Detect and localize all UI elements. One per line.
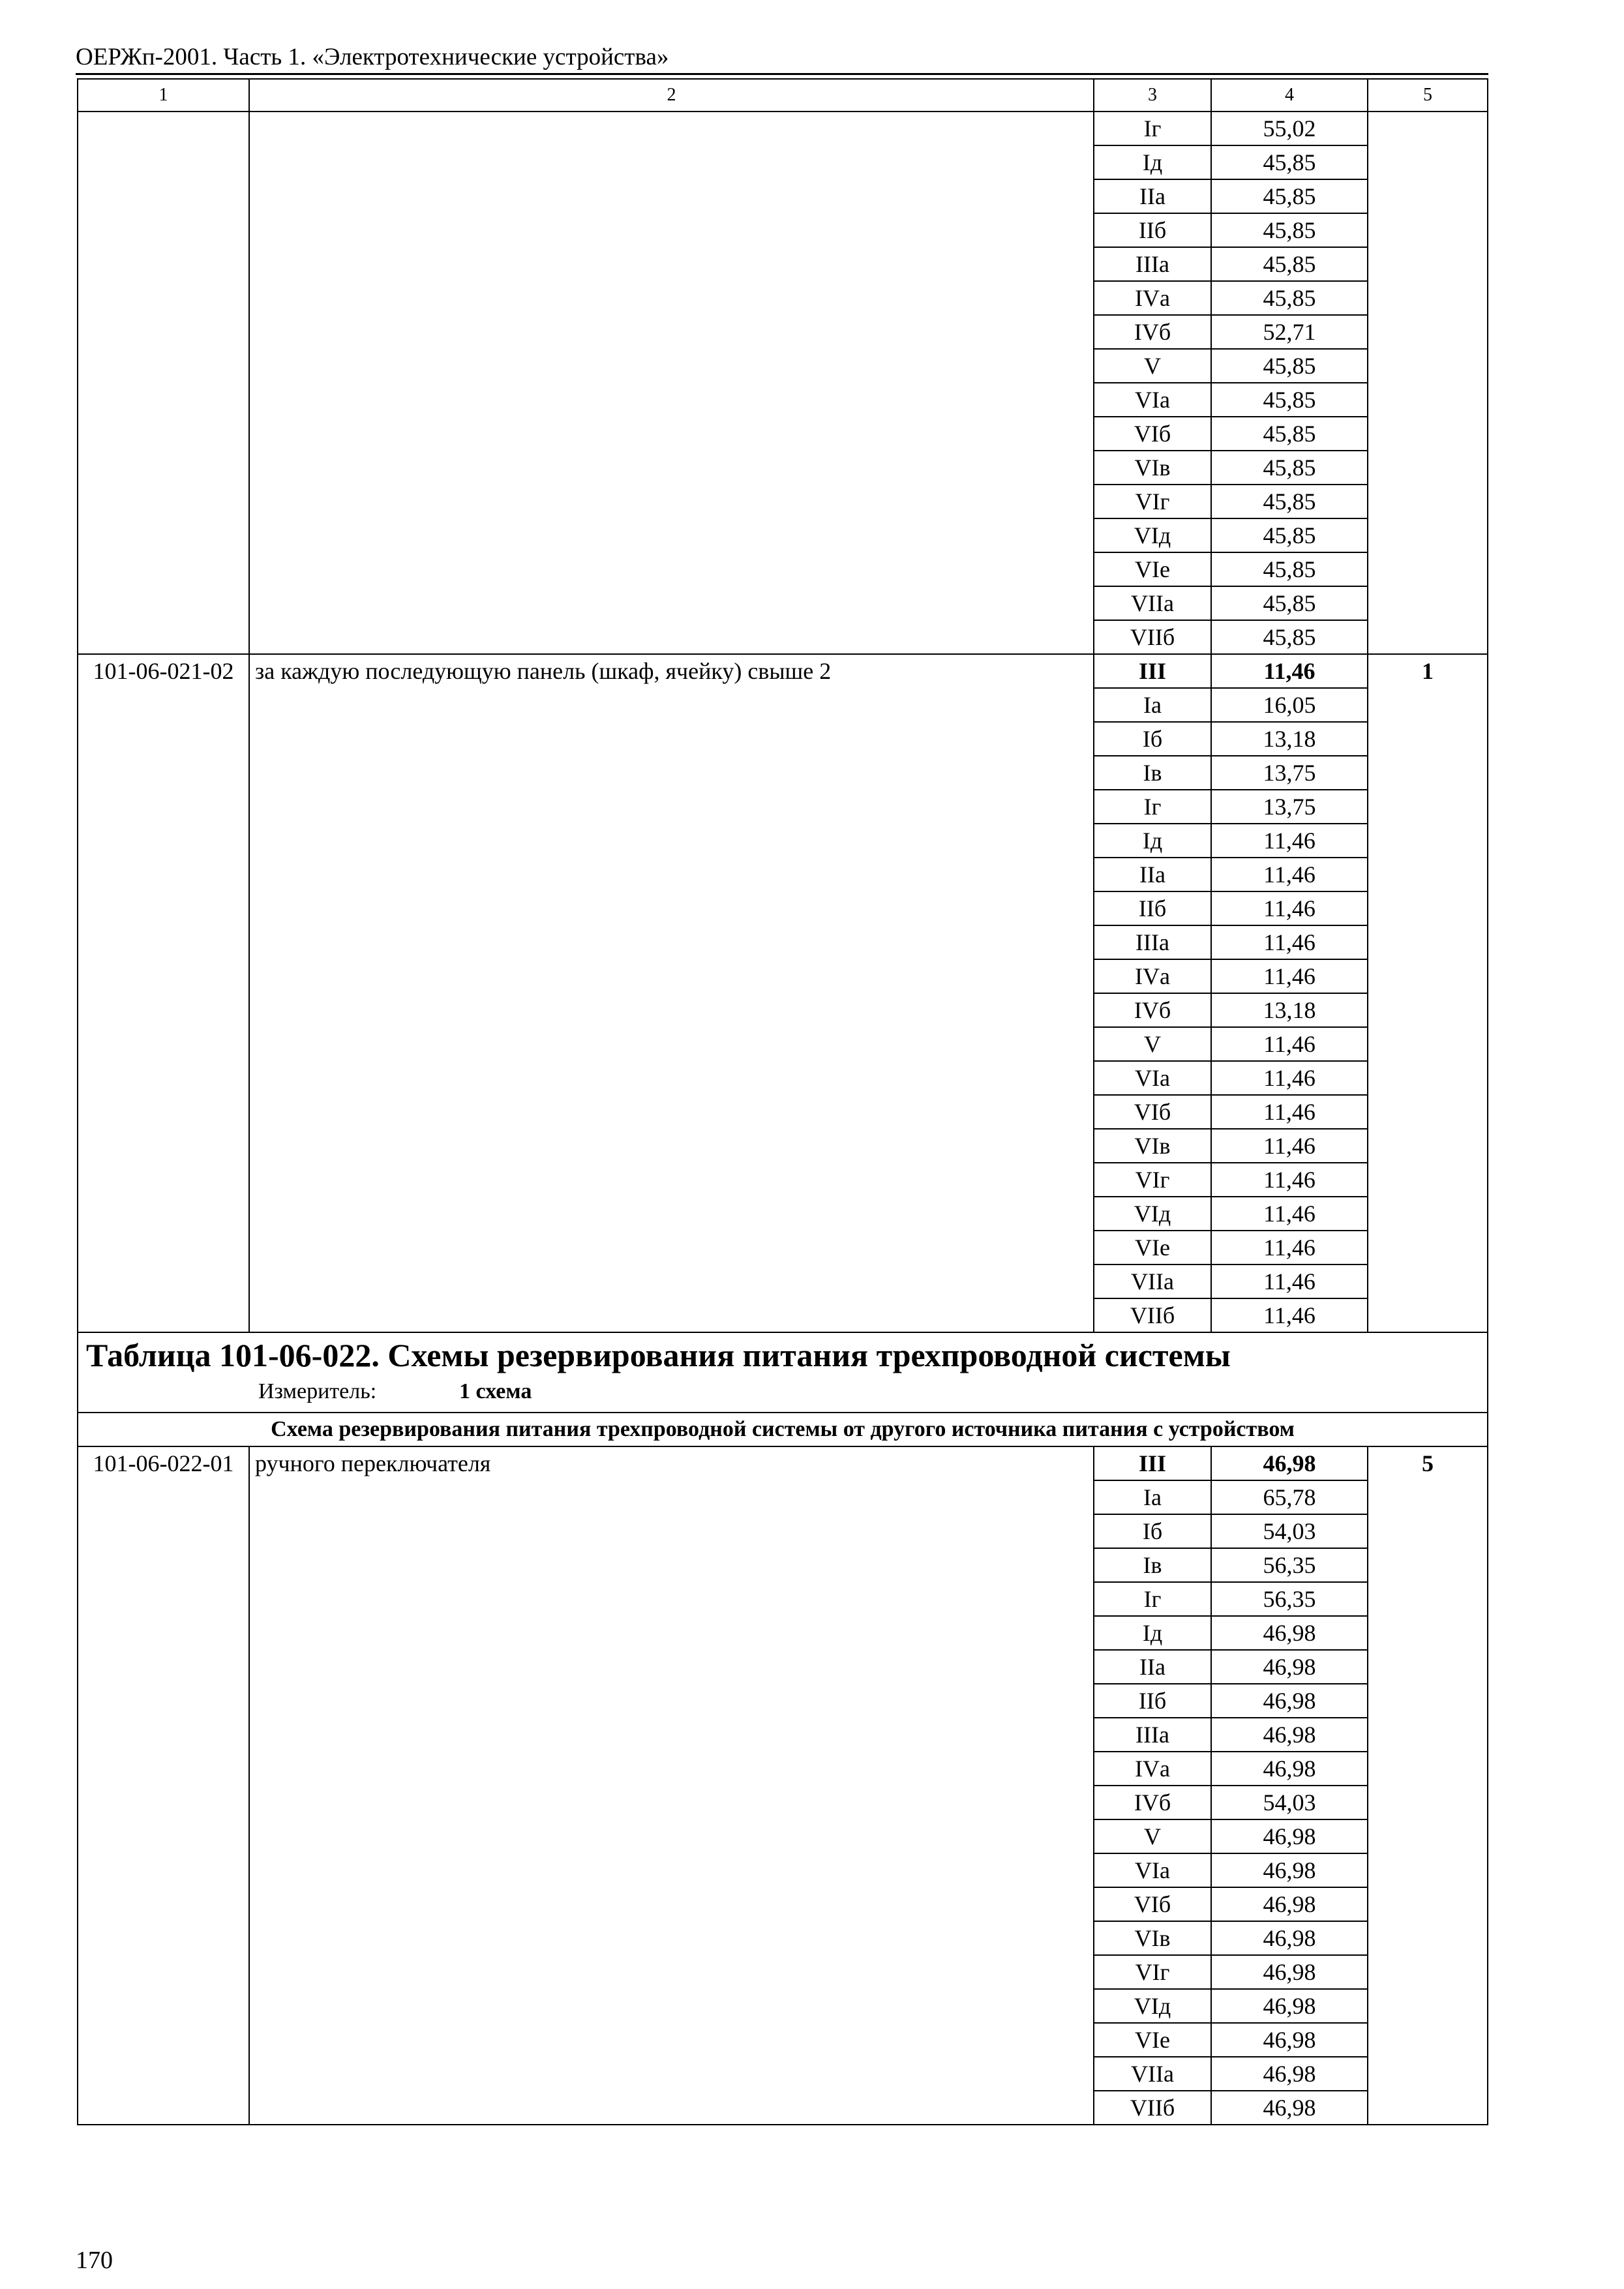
value-cell: 46,98: [1211, 1446, 1368, 1480]
value-cell: 46,98: [1211, 1989, 1368, 2023]
zone-cell: VIд: [1094, 518, 1211, 552]
value-cell: 11,46: [1211, 1129, 1368, 1163]
value-cell: 11,46: [1211, 1298, 1368, 1332]
zone-cell: VIа: [1094, 1853, 1211, 1887]
column-number: 5: [1368, 79, 1488, 112]
zone-cell: Iд: [1094, 1616, 1211, 1650]
table-title-row: [78, 1332, 1488, 1413]
table-row: [78, 112, 1488, 145]
value-cell: 46,98: [1211, 2091, 1368, 2125]
zone-cell: IIIа: [1094, 247, 1211, 281]
zone-cell: VIIа: [1094, 586, 1211, 620]
zone-cell: IVа: [1094, 1752, 1211, 1786]
zone-cell: IVб: [1094, 1786, 1211, 1819]
item-022-01-code: 101-06-022-01: [78, 1446, 249, 2125]
value-cell: 11,46: [1211, 1095, 1368, 1129]
value-cell: 46,98: [1211, 1955, 1368, 1989]
value-cell: 11,46: [1211, 1163, 1368, 1197]
zone-cell: VIг: [1094, 485, 1211, 518]
value-cell: 11,46: [1211, 891, 1368, 925]
zone-cell: VIе: [1094, 552, 1211, 586]
value-cell: 46,98: [1211, 1921, 1368, 1955]
continuation-mark: [1368, 112, 1488, 654]
table-title-cell: [78, 1332, 1488, 1413]
value-cell: 13,18: [1211, 722, 1368, 756]
value-cell: 46,98: [1211, 2023, 1368, 2057]
zone-cell: Iв: [1094, 756, 1211, 790]
zone-cell: VIIб: [1094, 2091, 1211, 2125]
value-cell: 56,35: [1211, 1582, 1368, 1616]
zone-cell: IIб: [1094, 1684, 1211, 1718]
value-cell: 11,46: [1211, 925, 1368, 959]
value-cell: 45,85: [1211, 586, 1368, 620]
value-cell: 46,98: [1211, 2057, 1368, 2091]
value-cell: 65,78: [1211, 1480, 1368, 1514]
value-cell: 46,98: [1211, 1887, 1368, 1921]
page-header: ОЕРЖп-2001. Часть 1. «Электротехнические устройства»: [76, 44, 669, 70]
table-title: Таблица 101-06-022. Схемы резервирования питания трехпроводной системы: [86, 1337, 1231, 1373]
value-cell: 56,35: [1211, 1548, 1368, 1582]
value-cell: 11,46: [1211, 824, 1368, 858]
zone-cell: Iг: [1094, 1582, 1211, 1616]
value-cell: 11,46: [1211, 858, 1368, 891]
zone-cell: IVа: [1094, 959, 1211, 993]
column-number: 3: [1094, 79, 1211, 112]
value-cell: 46,98: [1211, 1650, 1368, 1684]
value-cell: 46,98: [1211, 1616, 1368, 1650]
value-cell: 13,75: [1211, 756, 1368, 790]
column-number: 2: [249, 79, 1094, 112]
zone-cell: Iа: [1094, 688, 1211, 722]
column-number: 1: [78, 79, 249, 112]
zone-cell: IVб: [1094, 315, 1211, 349]
zone-cell: VIв: [1094, 451, 1211, 485]
table-subtitle: Схема резервирования питания трехпроводной системы от другого источника питания с устройством: [78, 1413, 1488, 1446]
table-row: [78, 654, 1488, 688]
value-cell: 45,85: [1211, 451, 1368, 485]
value-cell: 46,98: [1211, 1684, 1368, 1718]
column-number: 4: [1211, 79, 1368, 112]
zone-cell: VIIа: [1094, 1264, 1211, 1298]
zone-cell: VIв: [1094, 1129, 1211, 1163]
table-subtitle-row: [78, 1413, 1488, 1446]
zone-cell: IIIа: [1094, 1718, 1211, 1752]
column-number-row: [78, 79, 1488, 112]
zone-cell: IIIа: [1094, 925, 1211, 959]
zone-cell: VIб: [1094, 1095, 1211, 1129]
zone-cell: V: [1094, 349, 1211, 383]
zone-cell: Iв: [1094, 1548, 1211, 1582]
value-cell: 45,85: [1211, 213, 1368, 247]
value-cell: 11,46: [1211, 1027, 1368, 1061]
zone-cell: IIа: [1094, 1650, 1211, 1684]
value-cell: 11,46: [1211, 1264, 1368, 1298]
zone-cell: Iб: [1094, 722, 1211, 756]
value-cell: 45,85: [1211, 417, 1368, 451]
measure-label: Измеритель:: [258, 1379, 377, 1403]
value-cell: 55,02: [1211, 112, 1368, 145]
item-021-02-code: 101-06-021-02: [78, 654, 249, 1332]
zone-cell: IIб: [1094, 891, 1211, 925]
zone-cell: III: [1094, 1446, 1211, 1480]
zone-cell: VIIа: [1094, 2057, 1211, 2091]
zone-cell: VIд: [1094, 1197, 1211, 1231]
item-021-02-mark: 1: [1368, 654, 1488, 1332]
zone-cell: III: [1094, 654, 1211, 688]
price-table: [77, 78, 1488, 2125]
value-cell: 46,98: [1211, 1853, 1368, 1887]
value-cell: 45,85: [1211, 620, 1368, 654]
continuation-code: [78, 112, 249, 654]
value-cell: 45,85: [1211, 518, 1368, 552]
value-cell: 13,18: [1211, 993, 1368, 1027]
zone-cell: VIд: [1094, 1989, 1211, 2023]
value-cell: 11,46: [1211, 1197, 1368, 1231]
value-cell: 11,46: [1211, 959, 1368, 993]
value-cell: 45,85: [1211, 145, 1368, 179]
zone-cell: IIа: [1094, 179, 1211, 213]
zone-cell: VIг: [1094, 1163, 1211, 1197]
zone-cell: V: [1094, 1027, 1211, 1061]
table-row: [78, 1446, 1488, 1480]
item-022-01-description: ручного переключателя: [249, 1446, 1094, 2125]
zone-cell: IIб: [1094, 213, 1211, 247]
value-cell: 11,46: [1211, 1061, 1368, 1095]
zone-cell: VIб: [1094, 417, 1211, 451]
page-number: 170: [76, 2247, 113, 2274]
value-cell: 13,75: [1211, 790, 1368, 824]
zone-cell: VIг: [1094, 1955, 1211, 1989]
zone-cell: VIа: [1094, 383, 1211, 417]
value-cell: 11,46: [1211, 654, 1368, 688]
zone-cell: VIIб: [1094, 1298, 1211, 1332]
zone-cell: Iг: [1094, 790, 1211, 824]
zone-cell: Iд: [1094, 824, 1211, 858]
item-022-01-mark: 5: [1368, 1446, 1488, 2125]
header-rule: [76, 73, 1488, 75]
zone-cell: VIIб: [1094, 620, 1211, 654]
value-cell: 45,85: [1211, 383, 1368, 417]
zone-cell: Iб: [1094, 1514, 1211, 1548]
zone-cell: VIе: [1094, 2023, 1211, 2057]
value-cell: 45,85: [1211, 247, 1368, 281]
zone-cell: IVб: [1094, 993, 1211, 1027]
item-021-02-description: за каждую последующую панель (шкаф, ячейку) свыше 2: [249, 654, 1094, 1332]
value-cell: 46,98: [1211, 1819, 1368, 1853]
value-cell: 16,05: [1211, 688, 1368, 722]
zone-cell: VIв: [1094, 1921, 1211, 1955]
zone-cell: VIа: [1094, 1061, 1211, 1095]
continuation-description: [249, 112, 1094, 654]
zone-cell: Iа: [1094, 1480, 1211, 1514]
value-cell: 11,46: [1211, 1231, 1368, 1264]
value-cell: 45,85: [1211, 349, 1368, 383]
zone-cell: Iд: [1094, 145, 1211, 179]
value-cell: 45,85: [1211, 485, 1368, 518]
value-cell: 45,85: [1211, 179, 1368, 213]
zone-cell: IVа: [1094, 281, 1211, 315]
measure-line: [86, 1376, 1487, 1407]
value-cell: 54,03: [1211, 1514, 1368, 1548]
value-cell: 52,71: [1211, 315, 1368, 349]
value-cell: 46,98: [1211, 1718, 1368, 1752]
value-cell: 54,03: [1211, 1786, 1368, 1819]
zone-cell: VIб: [1094, 1887, 1211, 1921]
value-cell: 46,98: [1211, 1752, 1368, 1786]
zone-cell: Iг: [1094, 112, 1211, 145]
zone-cell: VIе: [1094, 1231, 1211, 1264]
measure-value: 1 схема: [459, 1379, 532, 1403]
value-cell: 45,85: [1211, 552, 1368, 586]
zone-cell: V: [1094, 1819, 1211, 1853]
value-cell: 45,85: [1211, 281, 1368, 315]
zone-cell: IIа: [1094, 858, 1211, 891]
